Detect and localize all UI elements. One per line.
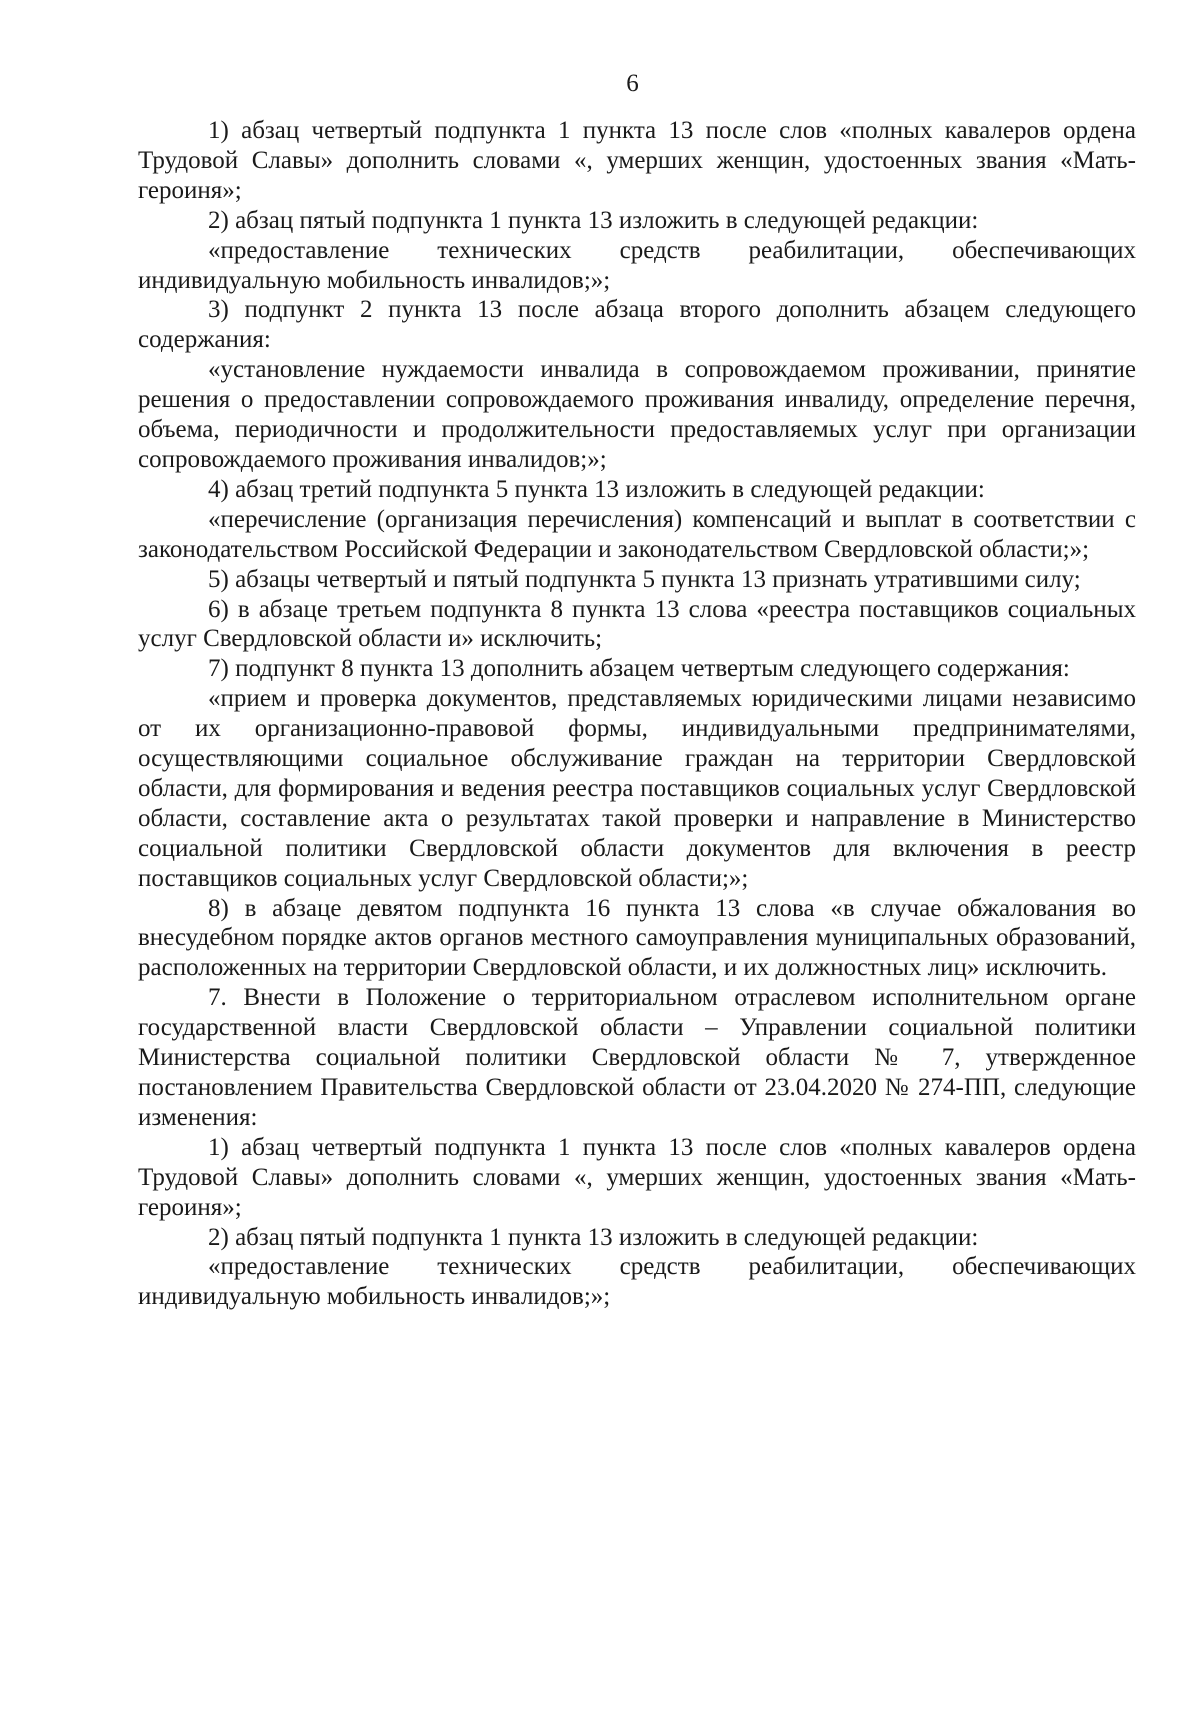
paragraph: 2) абзац пятый подпункта 1 пункта 13 изложить в следующей редакции: (208, 206, 979, 234)
paragraph: «прием и проверка документов, представляемых юридическими лицами независимо от их организационно-правовой формы, индивидуальными предпринимателями, осуществляющими социальное обслуживание граждан на территории Свердловской области, для формирования и ведения реестра поставщиков социальных услуг Свердловской области, составление акта о результатах такой проверки и направление в Министерство социальной политики Свердловской области документов для включения в реестр поставщиков социальных услуг Свердловской области;»; (138, 685, 1136, 892)
paragraph: 5) абзацы четвертый и пятый подпункта 5 пункта 13 признать утратившими силу; (208, 565, 1081, 593)
page-number: 6 (626, 70, 639, 97)
paragraph: 3) подпункт 2 пункта 13 после абзаца второго дополнить абзацем следующего содержания: (138, 296, 1136, 354)
paragraph: 2) абзац пятый подпункта 1 пункта 13 изложить в следующей редакции: (208, 1223, 979, 1251)
paragraph: 7. Внести в Положение о территориальном отраслевом исполнительном органе государственной власти Свердловской области – Управлении социальной политики Министерства социальной политики Свердловской области № 7, утвержденное постановлением Правительства Свердловской области от 23.04.2020 № 274-ПП, следующие изменения: (138, 984, 1136, 1131)
paragraph: «перечисление (организация перечисления) компенсаций и выплат в соответствии с законодательством Российской Федерации и законодательством Свердловской области;»; (138, 505, 1136, 563)
paragraph: «предоставление технических средств реабилитации, обеспечивающих индивидуальную мобильность инвалидов;»; (138, 236, 1136, 294)
paragraph: 6) в абзаце третьем подпункта 8 пункта 13 слова «реестра поставщиков социальных услуг Свердловской области и» исключить; (138, 595, 1136, 653)
paragraph: 8) в абзаце девятом подпункта 16 пункта 13 слова «в случае обжалования во внесудебном порядке актов органов местного самоуправления муниципальных образований, расположенных на территории Свердловской области, и их должностных лиц» исключить. (138, 894, 1136, 982)
document-body (138, 116, 1136, 1312)
paragraph: «предоставление технических средств реабилитации, обеспечивающих индивидуальную мобильность инвалидов;»; (138, 1253, 1136, 1311)
paragraph: 7) подпункт 8 пункта 13 дополнить абзацем четвертым следующего содержания: (208, 655, 1070, 683)
paragraph: 1) абзац четвертый подпункта 1 пункта 13 после слов «полных кавалеров ордена Трудовой Славы» дополнить словами «, умерших женщин, удостоенных звания «Мать-героиня»; (138, 1133, 1136, 1221)
paragraph: 4) абзац третий подпункта 5 пункта 13 изложить в следующей редакции: (208, 475, 985, 503)
paragraph: «установление нуждаемости инвалида в сопровождаемом проживании, принятие решения о предоставлении сопровождаемого проживания инвалиду, определение перечня, объема, периодичности и продолжительности предоставляемых услуг при организации сопровождаемого проживания инвалидов;»; (138, 356, 1136, 473)
paragraph: 1) абзац четвертый подпункта 1 пункта 13 после слов «полных кавалеров ордена Трудовой Славы» дополнить словами «, умерших женщин, удостоенных звания «Мать-героиня»; (138, 117, 1136, 204)
